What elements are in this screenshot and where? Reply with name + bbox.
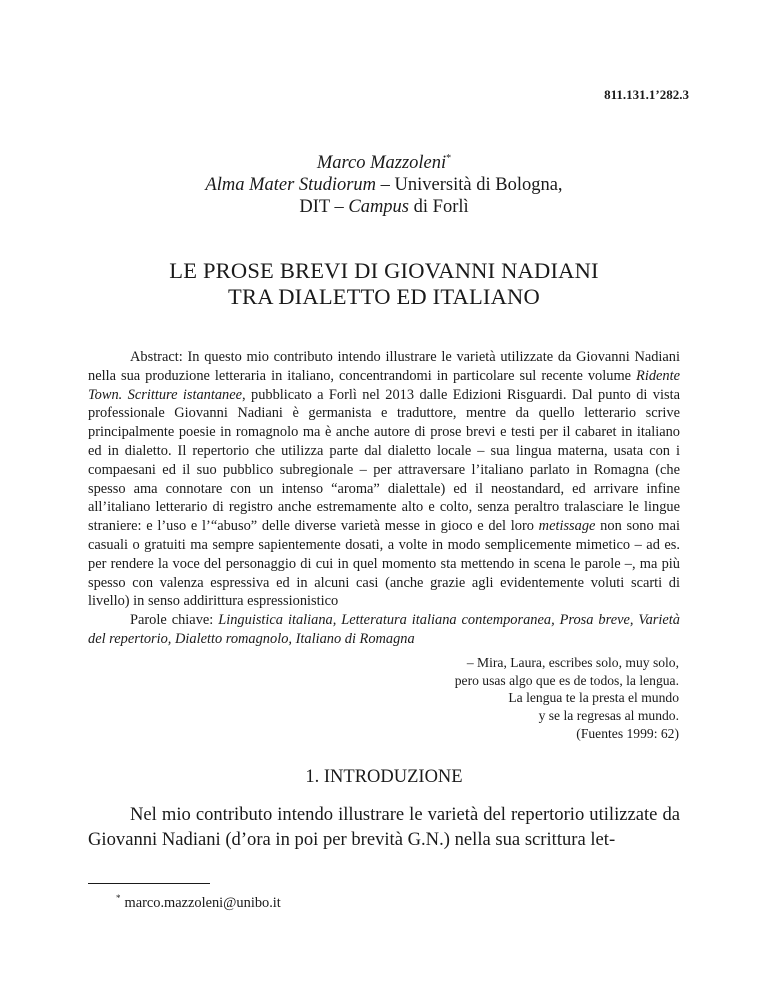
keywords bbox=[88, 611, 680, 649]
department-campus: Campus bbox=[348, 197, 410, 218]
footnote-email[interactable]: marco.mazzoleni@unibo.it bbox=[124, 894, 281, 911]
epigraph-source: (Fuentes 1999: 62) bbox=[576, 725, 679, 741]
epigraph-line: – Mira, Laura, escribes solo, muy solo, bbox=[466, 655, 679, 670]
section-heading: 1. INTRODUZIONE bbox=[305, 767, 463, 787]
footnote-marker: * bbox=[446, 153, 452, 164]
epigraph-line: pero usas algo que es de todos, la lengua. bbox=[454, 672, 679, 688]
footnote bbox=[116, 893, 281, 912]
keywords-label: Parole chiave: bbox=[130, 612, 219, 629]
abstract-text bbox=[88, 348, 680, 611]
abstract bbox=[88, 348, 680, 649]
affiliation-name: Alma Mater Studiorum bbox=[205, 175, 377, 196]
epigraph bbox=[455, 654, 679, 743]
title-line-2: TRA DIALETTO ED ITALIANO bbox=[228, 284, 540, 309]
author-name-line bbox=[0, 148, 768, 174]
abstract-part-1: Abstract: In questo mio contributo intendo illustrare le varietà utilizzate da Giovanni Nadiani nella sua produzione letteraria in italiano, concentrandomi in particolare sul recente volume bbox=[88, 349, 680, 384]
udc-classification: 811.131.1’282.3 bbox=[604, 87, 689, 102]
affiliation-university: – Università di Bologna, bbox=[376, 175, 563, 196]
epigraph-line: y se la regresas al mundo. bbox=[538, 708, 679, 724]
department-line bbox=[0, 196, 768, 218]
paper-title bbox=[0, 258, 768, 310]
department-city: di Forlì bbox=[409, 197, 469, 218]
author-block bbox=[0, 148, 768, 218]
footnote-marker-ref: * bbox=[116, 893, 121, 903]
book-title: Ridente Town. Scritture istantanee bbox=[88, 367, 680, 403]
abstract-part-3: non sono mai casuali o gratuiti ma sempre sapientemente dosati, a volte in modo semplicemente mimetico – ad es. per rendere la voce del personaggio di cui in quel momento sta mettendo in scena le parole –, ma più spesso con valenza espressiva ed in alcuni casi (anche grazie agli evidentemente voluti scarti di livello) in senso addirittura espressionistico bbox=[88, 518, 680, 610]
department-prefix: DIT – bbox=[299, 197, 349, 218]
keywords-terms: Linguistica italiana, Letteratura italiana contemporanea, Prosa breve, Varietà del repertorio, Dialetto romagnolo, Italiano di Romagna bbox=[88, 612, 680, 647]
title-line-1: LE PROSE BREVI DI GIOVANNI NADIANI bbox=[169, 258, 599, 283]
body-text bbox=[88, 802, 680, 852]
affiliation-line bbox=[0, 174, 768, 196]
epigraph-line: La lengua te la presta el mundo bbox=[508, 690, 679, 706]
body-paragraph: Nel mio contributo intendo illustrare le varietà del repertorio utilizzate da Giovanni Nadiani (d’ora in poi per brevità G.N.) nella sua scrittura let- bbox=[88, 804, 680, 850]
author-name: Marco Mazzoleni bbox=[316, 153, 447, 174]
footnote-divider bbox=[88, 883, 210, 884]
metissage-term: metissage bbox=[538, 518, 596, 535]
abstract-part-2: , pubblicato a Forlì nel 2013 dalle Edizioni Risguardi. Dal punto di vista professionale Giovanni Nadiani è germanista e traduttore, mentre da quello letterario scrive principalmente poesie in romagnolo ma è anche autore di prose brevi e testi per il cabaret in italiano ed in dialetto. Il repertorio che utilizza parte dal dialetto locale – sua lingua materna, usata con i compaesani ed il suo pubblico subregionale – per attraversare l’italiano parlato in Romagna (che spesso ama connotare con un intenso “aroma” dialettale) ed il neostandard, ed arrivare infine all’italiano letterario di registro anche estremamente alto e colto, senza peraltro tralasciare le lingue straniere: e l’uso e l’“abuso” delle diverse varietà messe in gioco e del loro bbox=[88, 386, 680, 535]
